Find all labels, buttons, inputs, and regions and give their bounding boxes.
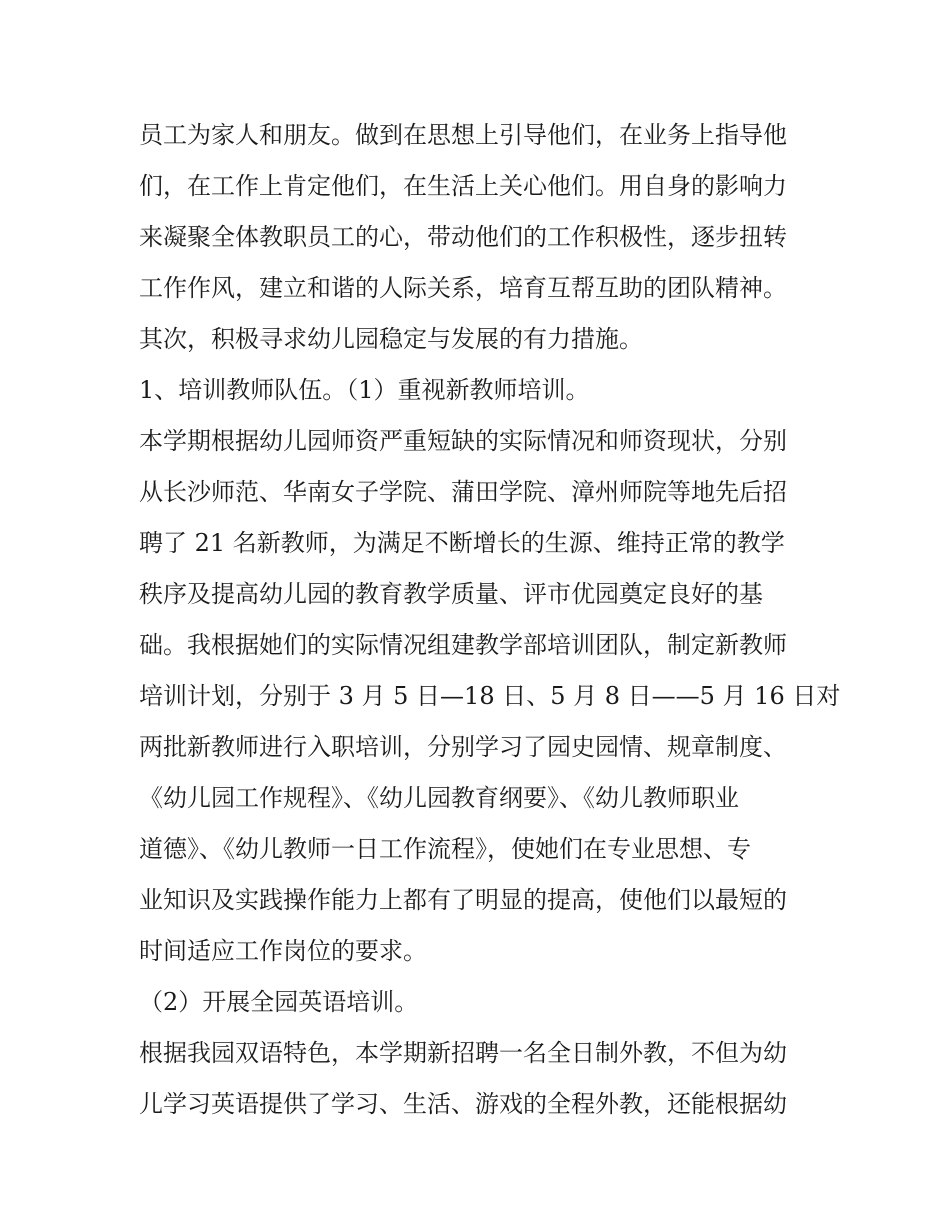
- text-line-13: 两批新教师进行入职培训，分别学习了园史园情、规章制度、: [139, 733, 787, 761]
- text-line-19: 根据我园双语特色，本学期新招聘一名全日制外教，不但为幼: [139, 1039, 787, 1067]
- document-body: [139, 110, 841, 1130]
- text-line-20: 儿学习英语提供了学习、生活、游戏的全程外教，还能根据幼: [139, 1090, 787, 1118]
- text-line-17: 时间适应工作岗位的要求。: [139, 937, 427, 965]
- text-line-3: 来凝聚全体教职员工的心，带动他们的工作积极性，逐步扭转: [139, 223, 787, 251]
- text-line-1: 员工为家人和朋友。做到在思想上引导他们，在业务上指导他: [139, 121, 787, 149]
- text-line-9: 聘了 21 名新教师，为满足不断增长的生源、维持正常的教学: [139, 529, 785, 557]
- text-line-12: 培训计划，分别于 3 月 5 日—18 日、5 月 8 日——5 月 16 日对: [139, 682, 841, 710]
- text-line-8: 从长沙师范、华南女子学院、蒲田学院、漳州师院等地先后招: [139, 478, 787, 506]
- section-heading-2: （2）开展全园英语培训。: [139, 988, 419, 1016]
- text-line-14: 《幼儿园工作规程》、《幼儿园教育纲要》、《幼儿教师职业: [139, 784, 739, 812]
- text-line-4: 工作作风，建立和谐的人际关系，培育互帮互助的团队精神。: [139, 274, 787, 302]
- section-heading-1: 1、培训教师队伍。（1）重视新教师培训。: [139, 376, 590, 404]
- text-line-10: 秩序及提高幼儿园的教育教学质量、评市优园奠定良好的基: [139, 580, 763, 608]
- text-line-5: 其次，积极寻求幼儿园稳定与发展的有力措施。: [139, 325, 643, 353]
- text-line-2: 们，在工作上肯定他们，在生活上关心他们。用自身的影响力: [139, 172, 787, 200]
- text-line-11: 础。我根据她们的实际情况组建教学部培训团队，制定新教师: [139, 631, 787, 659]
- text-line-7: 本学期根据幼儿园师资严重短缺的实际情况和师资现状，分别: [139, 427, 787, 455]
- text-line-16: 业知识及实践操作能力上都有了明显的提高，使他们以最短的: [139, 886, 787, 914]
- text-line-15: 道德》、《幼儿教师一日工作流程》，使她们在专业思想、专: [139, 835, 751, 863]
